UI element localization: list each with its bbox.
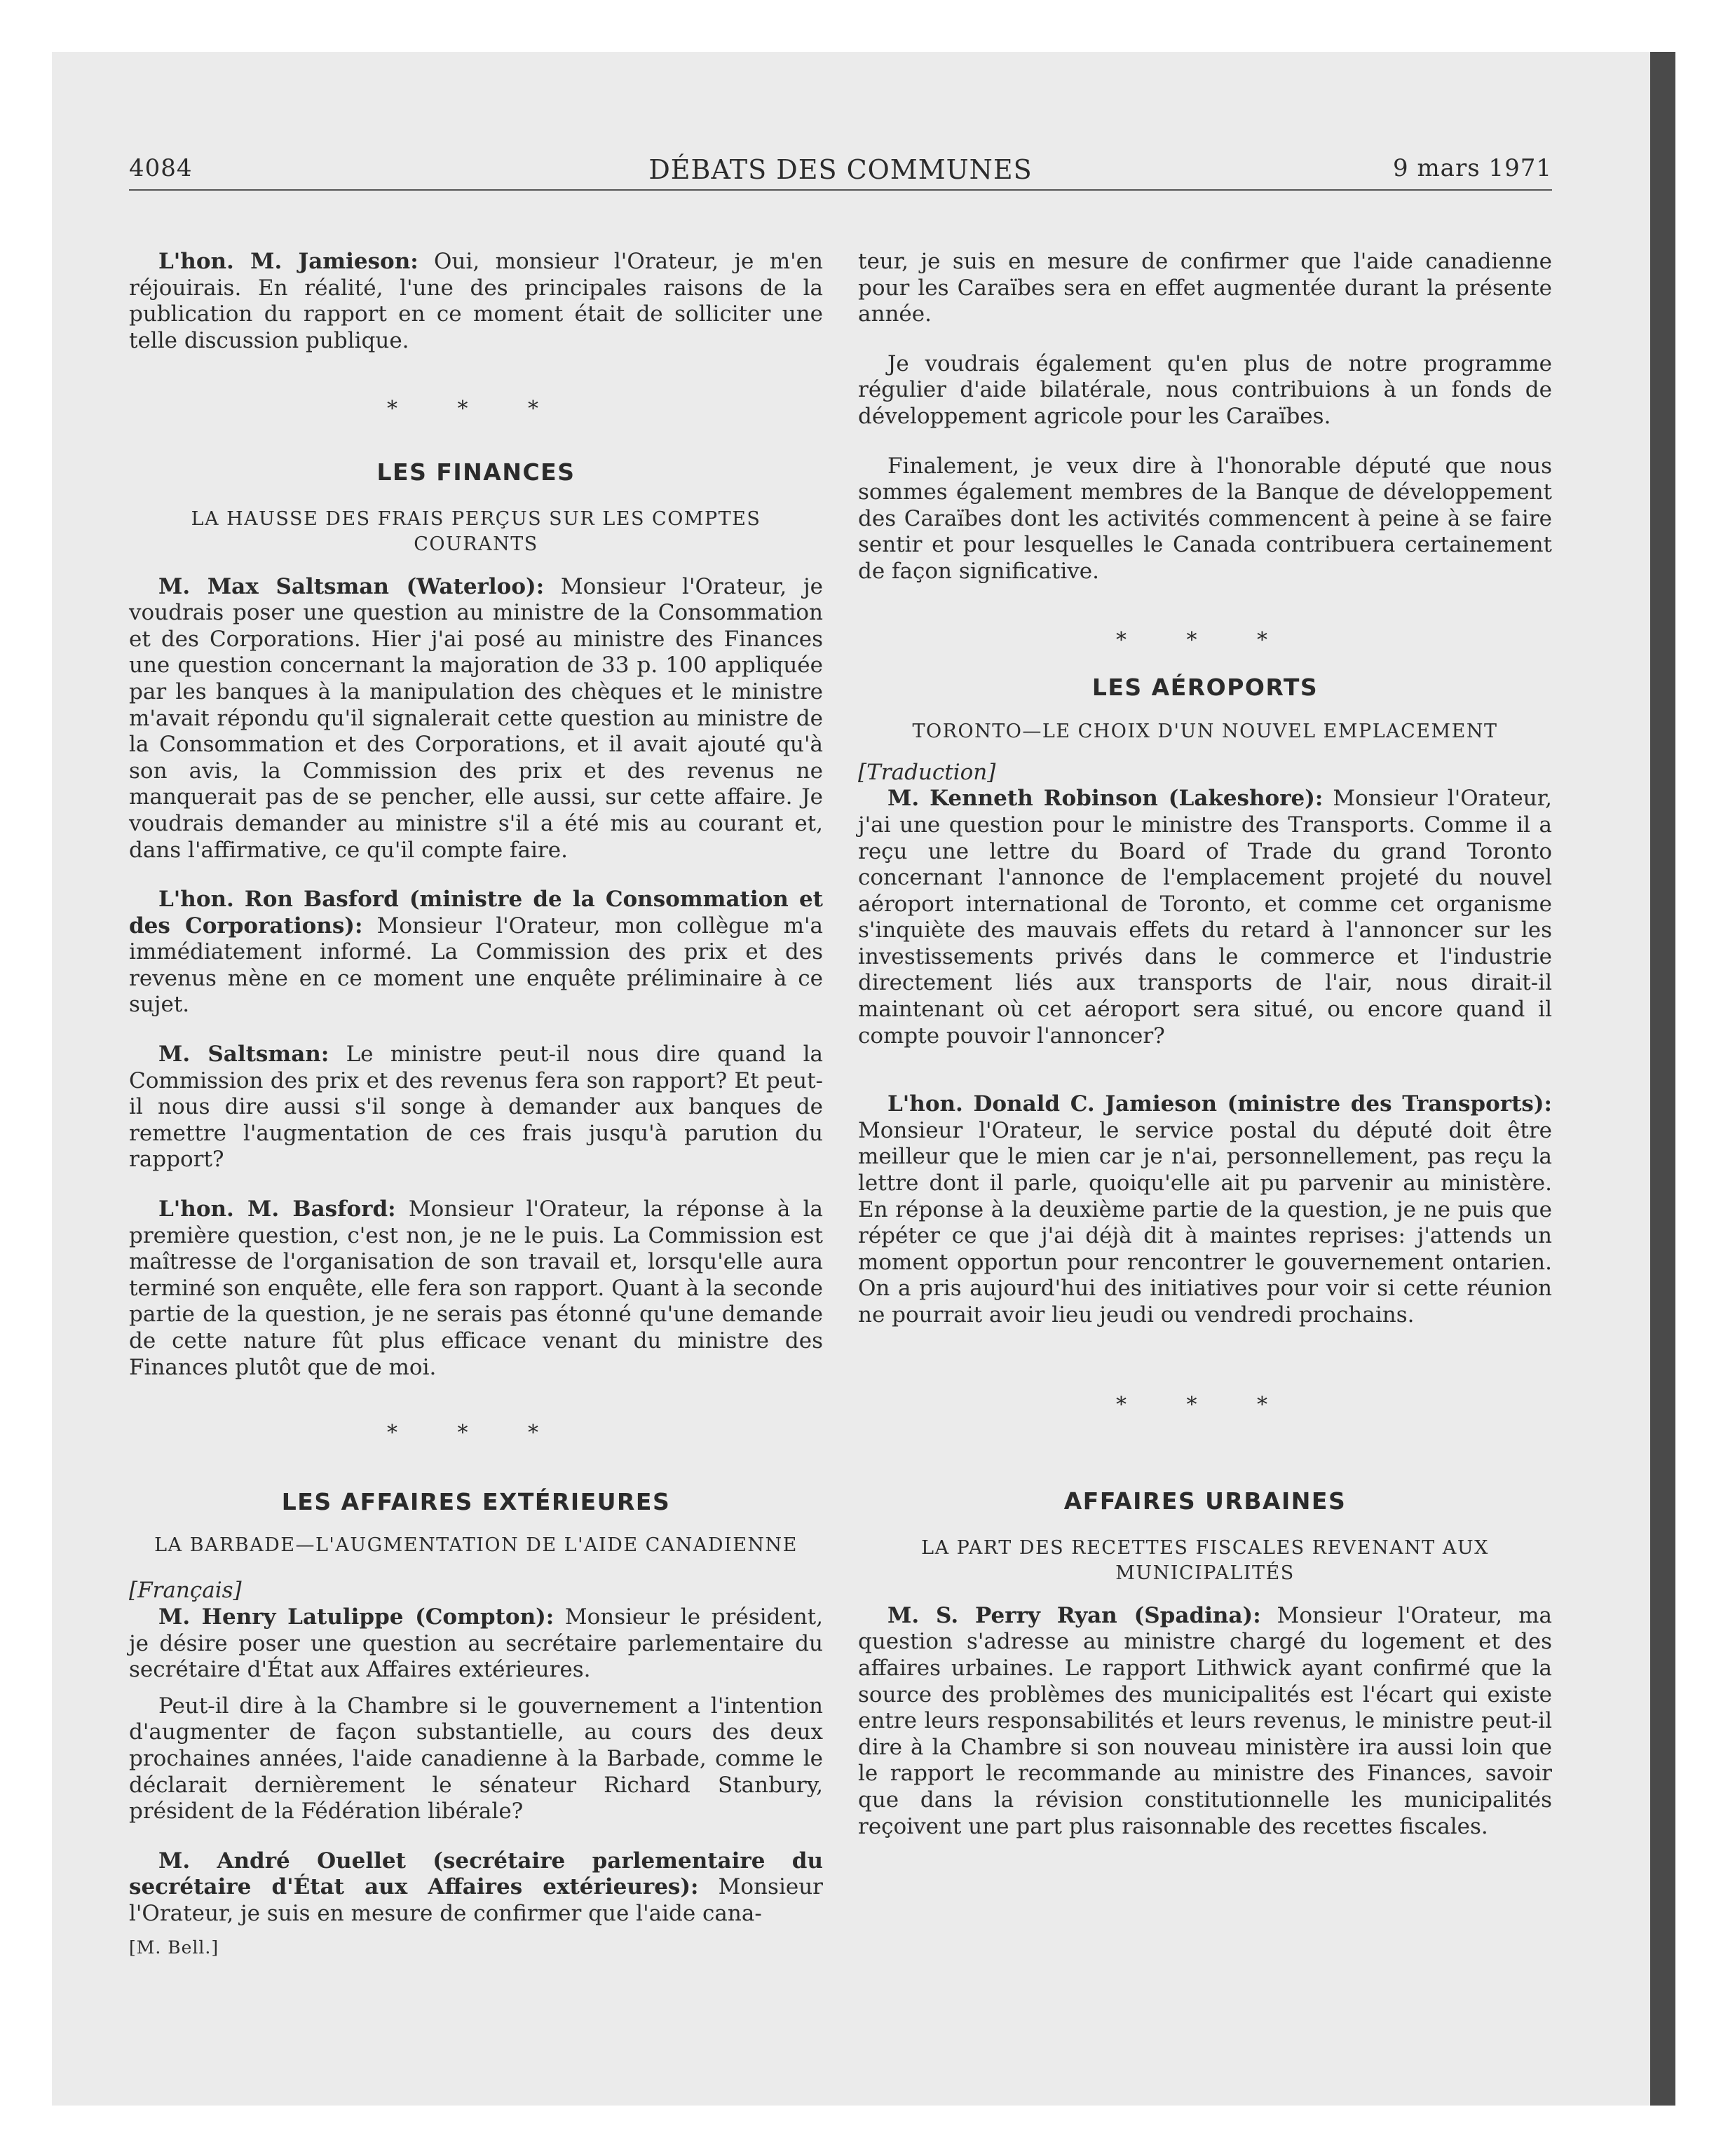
section-separator: * * * <box>1115 627 1295 653</box>
left-column <box>129 249 823 1960</box>
page-number: 4084 <box>129 154 193 182</box>
speaker: L'hon. M. Basford: <box>158 1196 396 1222</box>
paragraph <box>129 887 823 1018</box>
section-title: LES FINANCES <box>376 458 576 486</box>
paragraph <box>129 574 823 864</box>
paragraph <box>858 1603 1552 1840</box>
paragraph <box>129 1196 823 1381</box>
page-footer-note: [M. Bell.] <box>129 1937 219 1958</box>
paragraph: Finalement, je veux dire à l'honorable député que nous sommes également membres de la Banque de développement des Caraïbes dont les activités commencent à peine à se faire sentir et pour lesquelles le Canada contribuera certainement de façon significative. <box>858 453 1552 584</box>
section-subtitle: LA PART DES RECETTES FISCALES REVENANT AUX MUNICIPALITÉS <box>921 1536 1489 1584</box>
paragraph-text: Monsieur l'Orateur, le service postal du député doit être meilleur que le mien car je n'ai, personnellement, pas reçu la lettre dont il parle, quoiqu'elle ait pu parvenir au ministère. En réponse à la deuxième partie de la question, je ne puis que répéter ce que j'ai déjà dit à maintes reprises: j'attends un moment opportun pour rencontrer le gouvernement ontarien. On a pris aujourd'hui des initiatives pour voir si cette réunion ne pourrait avoir lieu jeudi ou vendredi prochains. <box>858 1117 1552 1328</box>
paragraph <box>129 249 823 354</box>
paragraph: teur, je suis en mesure de confirmer que l'aide canadienne pour les Caraïbes sera en effet augmentée durant la présente année. <box>858 249 1552 327</box>
speaker: L'hon. Ron Basford (ministre de la Consommation et des Corporations): <box>129 887 823 939</box>
publication-title: DÉBATS DES COMMUNES <box>648 154 1033 185</box>
paragraph-text: Monsieur le président, je désire poser une question au secrétaire parlementaire du secrétaire d'État aux Affaires extérieures. <box>129 1604 823 1683</box>
section-separator: * * * <box>386 397 566 422</box>
speaker: M. Max Saltsman (Waterloo): <box>158 573 545 599</box>
section-title: LES AFFAIRES EXTÉRIEURES <box>281 1487 671 1515</box>
section-subtitle: LA BARBADE—L'AUGMENTATION DE L'AIDE CANADIENNE <box>154 1534 798 1557</box>
paragraph <box>858 1091 1552 1328</box>
paragraph: Je voudrais également qu'en plus de notre programme régulier d'aide bilatérale, nous contribuions à un fonds de développement agricole pour les Caraïbes. <box>858 350 1552 429</box>
paragraph-text: Monsieur l'Orateur, j'ai une question pour le ministre des Transports. Comme il a reçu une lettre du Board of Trade du grand Toronto concernant l'annonce de l'emplacement projeté du nouvel aéroport international de Toronto, et comme cet organisme s'inquiète des mauvais effets du retard à l'annoncer sur les investissements privés dans le commerce et l'industrie directement liés aux transports de l'air, nous dirait-il maintenant où cet aéroport sera situé, ou encore quand il compte pouvoir l'annoncer? <box>858 786 1552 1049</box>
paragraph-text: Monsieur l'Orateur, ma question s'adresse au ministre chargé du logement et des affaires urbaines. Le rapport Lithwick ayant confirmé que la source des problèmes des municipalités est l'écart qui existe entre leurs responsabilités et leurs revenus, le ministre peut-il dire à la Chambre si son nouveau ministère ira aussi loin que le rapport le recommande au ministre des Finances, savoir que dans la révision constitutionnelle les municipalités reçoivent une part plus raisonnable des recettes fiscales. <box>858 1602 1552 1839</box>
paragraph-text: Monsieur l'Orateur, mon collègue m'a immédiatement informé. La Commission des prix et des revenus mène en ce moment une enquête préliminaire à ce sujet. <box>129 913 823 1018</box>
paragraph <box>858 786 1552 1049</box>
page-header <box>129 154 1552 191</box>
section-separator: * * * <box>1115 1392 1295 1417</box>
section-title: AFFAIRES URBAINES <box>1063 1487 1347 1515</box>
speaker: M. Henry Latulippe (Compton): <box>158 1604 554 1630</box>
paragraph <box>129 1848 823 1928</box>
issue-date: 9 mars 1971 <box>1393 154 1552 182</box>
speaker: L'hon. M. Jamieson: <box>158 249 419 274</box>
speaker: M. Kenneth Robinson (Lakeshore): <box>887 786 1324 812</box>
section-subtitle: LA HAUSSE DES FRAIS PERÇUS SUR LES COMPTES COURANTS <box>191 507 761 555</box>
paragraph-text: Oui, monsieur l'Orateur, je m'en réjouirais. En réalité, l'une des principales raisons de la publication du rapport en ce moment était de solliciter une telle discussion publique. <box>129 249 823 353</box>
paragraph-text: Monsieur l'Orateur, je suis en mesure de confirmer que l'aide cana- <box>129 1874 823 1926</box>
section-title: LES AÉROPORTS <box>1091 674 1319 702</box>
language-note: [Traduction] <box>858 759 996 785</box>
speaker: M. Saltsman: <box>158 1042 329 1067</box>
paragraph-text: Monsieur l'Orateur, je voudrais poser une question au ministre de la Consommation et des Corporations. Hier j'ai posé au ministre des Finances une question concernant la majoration de 33 p. 100 appliquée par les banques à la manipulation des chèques et le ministre m'avait répondu qu'il signalerait cette question au ministre de la Consommation et des Corporations, et il avait ajouté qu'à son avis, la Commission des prix et des revenus ne manquerait pas de se pencher, elle aussi, sur cette affaire. Je voudrais demander au ministre s'il a été mis au courant et, dans l'affirmative, ce qu'il compte faire. <box>129 573 823 863</box>
paragraph <box>129 1042 823 1173</box>
section-subtitle: TORONTO—LE CHOIX D'UN NOUVEL EMPLACEMENT <box>912 720 1498 742</box>
speaker: L'hon. Donald C. Jamieson (ministre des Transports): <box>887 1091 1552 1117</box>
paragraph-text: Monsieur l'Orateur, la réponse à la première question, c'est non, je ne le puis. La Commission est maîtresse de l'organisation de son travail et, lorsqu'elle aura terminé son enquête, elle fera son rapport. Quant à la seconde partie de la question, je ne serais pas étonné qu'une demande de cette nature fût plus efficace venant du ministre des Finances plutôt que de moi. <box>129 1196 824 1380</box>
paragraph <box>129 1604 823 1684</box>
speaker: M. André Ouellet (secrétaire parlementaire du secrétaire d'État aux Affaires extérieures): <box>129 1848 823 1900</box>
speaker: M. S. Perry Ryan (Spadina): <box>887 1602 1261 1628</box>
paragraph-text: Le ministre peut-il nous dire quand la Commission des prix et des revenus fera son rapport? Et peut-il nous dire aussi s'il songe à demander aux banques de remettre l'augmentation de ces frais jusqu'à parution du rapport? <box>129 1042 823 1173</box>
section-separator: * * * <box>386 1421 566 1446</box>
paragraph: Peut-il dire à la Chambre si le gouvernement a l'intention d'augmenter de façon substantielle, au cours des deux prochaines années, l'aide canadienne à la Barbade, comme le déclarait dernièrement le sénateur Richard Stanbury, président de la Fédération libérale? <box>129 1693 823 1824</box>
language-note: [Français] <box>129 1578 242 1604</box>
right-column <box>858 249 1552 1863</box>
